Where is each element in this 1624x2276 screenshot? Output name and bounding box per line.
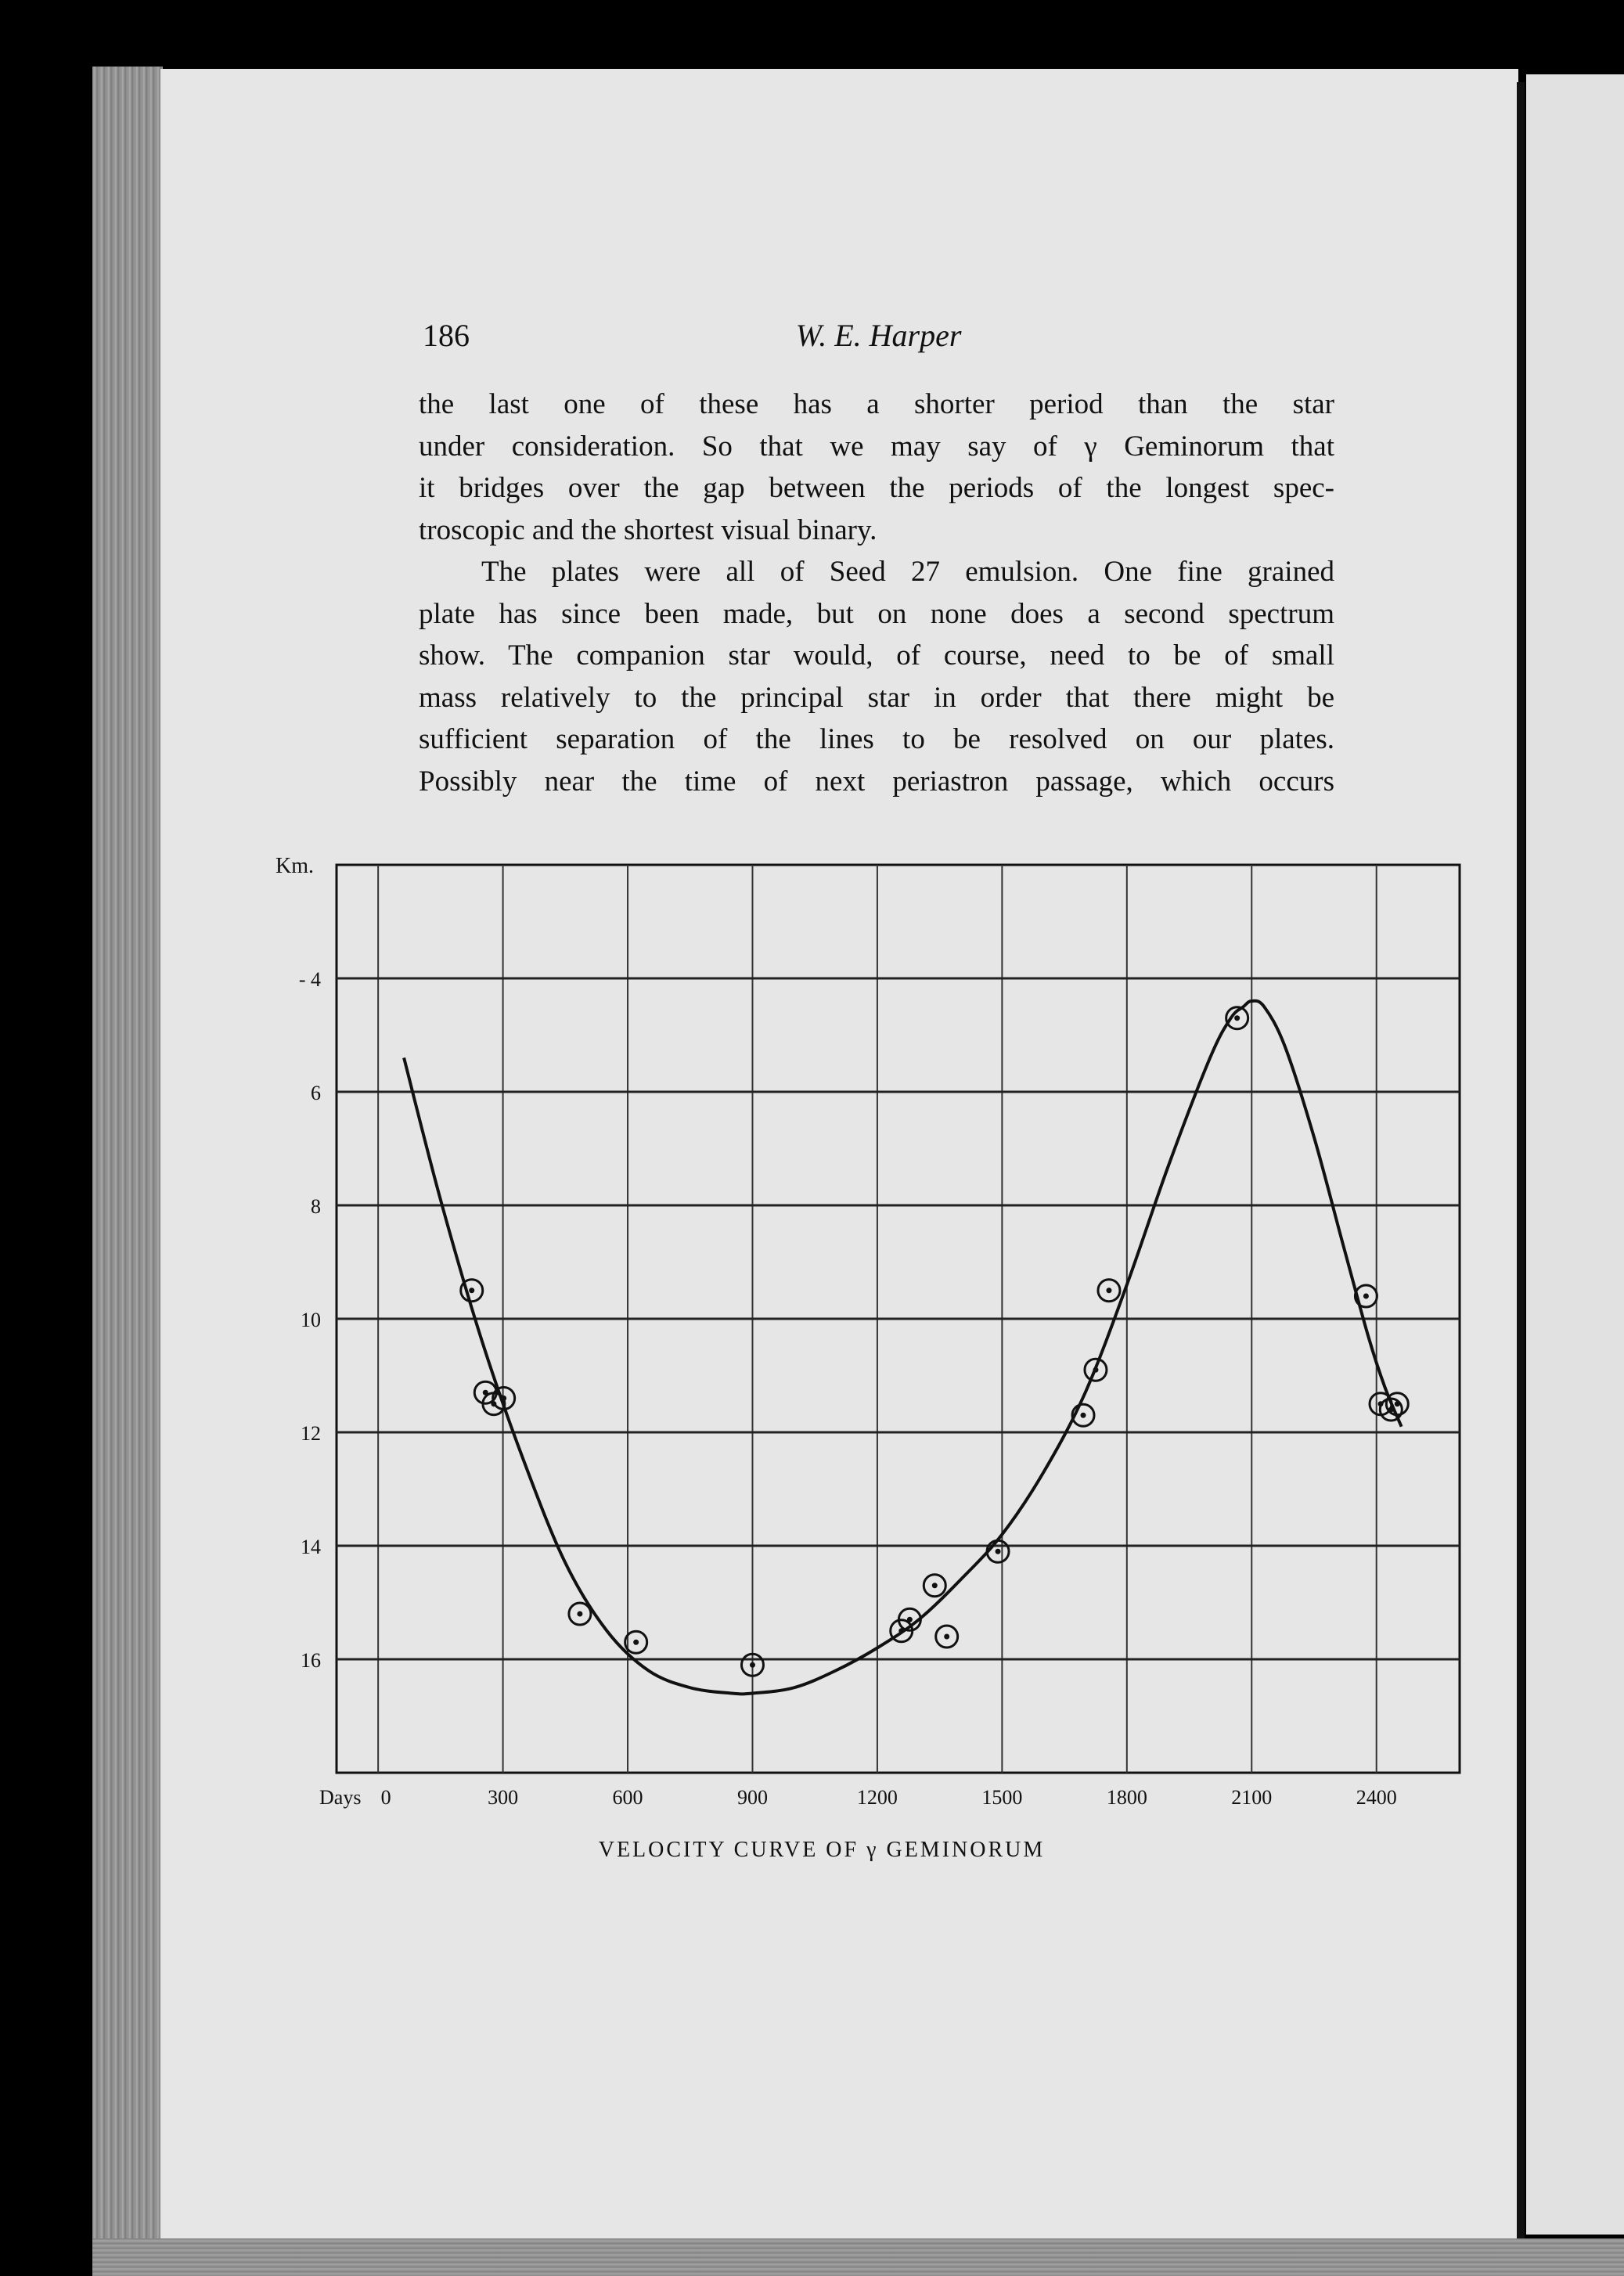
observation-dot	[1395, 1401, 1400, 1406]
text-line: sufficient separation of the lines to be resolved on our plates.	[419, 723, 1334, 755]
y-tick-label: - 4	[298, 968, 321, 991]
facing-page-edge	[1526, 74, 1624, 2235]
observation-dot	[944, 1634, 949, 1640]
x-tick-label: 900	[736, 1786, 768, 1809]
page-number: 186	[423, 318, 470, 353]
text-line: under consideration. So that we may say of γ Geminorum that	[419, 430, 1334, 463]
observation-dot	[996, 1549, 1001, 1554]
observation-dot	[1106, 1287, 1111, 1293]
observation-dot	[469, 1287, 474, 1293]
text-line: mass relatively to the principal star in order that there might be	[419, 681, 1334, 714]
x-tick-label: 600	[612, 1786, 643, 1809]
y-tick-label: 14	[301, 1536, 321, 1558]
observation-point	[987, 1540, 1009, 1562]
text-line: Possibly near the time of next periastron passage, which occurs	[419, 765, 1334, 798]
x-tick-label: 2400	[1356, 1786, 1397, 1809]
observation-point	[461, 1280, 483, 1302]
observation-dot	[1234, 1015, 1240, 1021]
x-axis-label: Days	[319, 1786, 362, 1809]
x-tick-label: 0	[380, 1786, 391, 1809]
page-bottom-edge	[92, 2238, 1624, 2276]
y-tick-label: 12	[301, 1422, 321, 1445]
observation-dot	[932, 1583, 938, 1588]
velocity-curve-chart	[258, 841, 1471, 1820]
page-header	[423, 317, 1334, 364]
x-tick-label: 1200	[856, 1786, 898, 1809]
observation-point	[1085, 1359, 1107, 1381]
observation-point	[569, 1603, 591, 1625]
x-tick-label: 2100	[1231, 1786, 1273, 1809]
y-tick-label: 16	[301, 1649, 321, 1672]
figure-caption: VELOCITY CURVE OF γ GEMINORUM	[598, 1838, 1046, 1862]
observation-dot	[1363, 1294, 1369, 1299]
observation-point	[924, 1575, 945, 1597]
x-tick-label: 300	[488, 1786, 519, 1809]
observation-point	[1098, 1280, 1120, 1302]
observation-dot	[1081, 1413, 1086, 1418]
body-text	[419, 384, 1334, 802]
running-head: W. E. Harper	[795, 318, 962, 353]
text-line: it bridges over the gap between the periods of the longest spec-	[419, 472, 1334, 504]
observation-dot	[577, 1612, 582, 1617]
x-tick-label: 1500	[981, 1786, 1023, 1809]
x-tick-label: 1800	[1106, 1786, 1147, 1809]
text-line: troscopic and the shortest visual binary.	[419, 513, 877, 546]
book-spine-edge	[92, 67, 163, 2250]
text-line: plate has since been made, but on none does a second spectrum	[419, 597, 1334, 630]
observation-point	[1386, 1393, 1408, 1415]
observation-dot	[1093, 1367, 1098, 1373]
y-tick-label: 6	[311, 1082, 321, 1104]
text-line: show. The companion star would, of course, need to be of small	[419, 639, 1334, 672]
y-tick-label: 8	[311, 1195, 321, 1218]
observation-dot	[907, 1617, 913, 1622]
observation-dot	[750, 1662, 755, 1668]
observation-dot	[501, 1395, 506, 1401]
observation-point	[936, 1626, 958, 1648]
text-line: The plates were all of Seed 27 emulsion. One fine grained	[481, 556, 1334, 588]
text-line: the last one of these has a shorter period than the star	[419, 388, 1334, 420]
observation-dot	[633, 1640, 639, 1645]
y-axis-label: Km.	[275, 854, 314, 878]
page-gutter-line	[1517, 82, 1525, 2242]
y-tick-label: 10	[301, 1309, 321, 1331]
